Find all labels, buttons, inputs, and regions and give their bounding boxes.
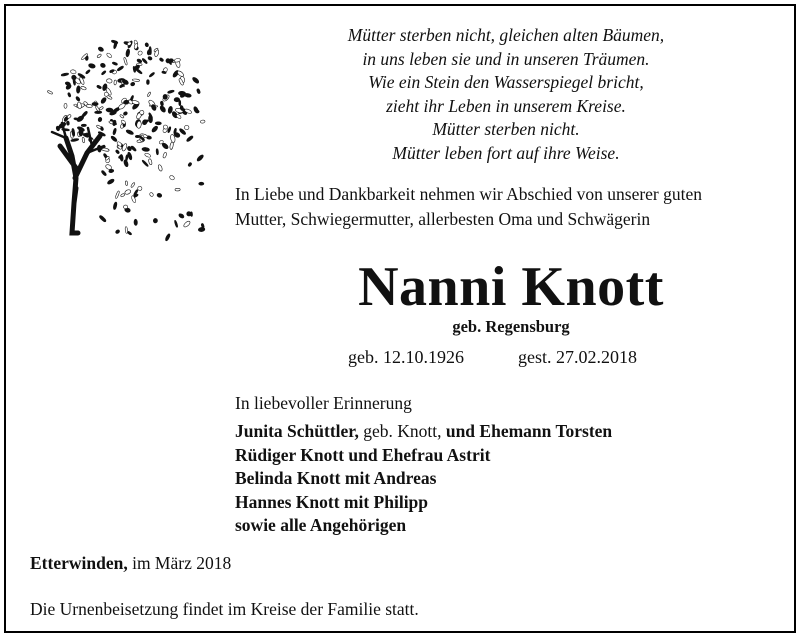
mourner-name: Junita Schüttler,: [235, 421, 359, 441]
memory-line: In liebevoller Erinnerung: [235, 393, 412, 413]
place-date: [30, 552, 231, 574]
intro-line: In Liebe und Dankbarkeit nehmen wir Abschied von unserer guten: [235, 184, 703, 204]
obituary-notice: [4, 4, 796, 633]
poem-line: zieht ihr Leben in unserem Kreise.: [386, 95, 626, 116]
birth-date: geb. 12.10.1926: [348, 347, 464, 367]
mourner-entry: sowie alle Angehörigen: [235, 515, 407, 535]
poem-line: Wie ein Stein den Wasserspiegel bricht,: [368, 72, 644, 92]
place-month: im März 2018: [127, 553, 232, 573]
poem-line: in uns leben sie und in unseren Träumen.: [362, 48, 650, 69]
mourner-spouse: und Ehemann Torsten: [445, 421, 613, 441]
wind-blown-tree-icon: [32, 28, 212, 243]
intro-text: [235, 182, 775, 232]
mourner-entry: [235, 420, 612, 444]
place-town: Etterwinden,: [30, 553, 128, 573]
deceased-name: Nanni Knott: [358, 256, 664, 318]
poem-line: Mütter leben fort auf ihre Weise.: [392, 142, 620, 163]
poem: [306, 24, 706, 165]
mourner-entry: Hannes Knott mit Philipp: [235, 491, 429, 512]
poem-line: Mütter sterben nicht, gleichen alten Bäumen,: [347, 25, 665, 45]
death-date: gest. 27.02.2018: [518, 347, 637, 367]
birth-name: geb. Regensburg: [452, 317, 570, 336]
life-dates: [348, 346, 708, 368]
intro-line: Mutter, Schwiegermutter, allerbesten Oma und Schwägerin: [235, 209, 651, 229]
mourner-entry: Rüdiger Knott und Ehefrau Astrit: [235, 444, 491, 465]
burial-notice: Die Urnenbeisetzung findet im Kreise der Familie statt.: [30, 599, 419, 619]
mourner-note: geb. Knott,: [358, 421, 446, 441]
poem-line: Mütter sterben nicht.: [432, 119, 580, 139]
mourner-entry: Belinda Knott mit Andreas: [235, 468, 437, 488]
mourners-list: [235, 420, 612, 538]
